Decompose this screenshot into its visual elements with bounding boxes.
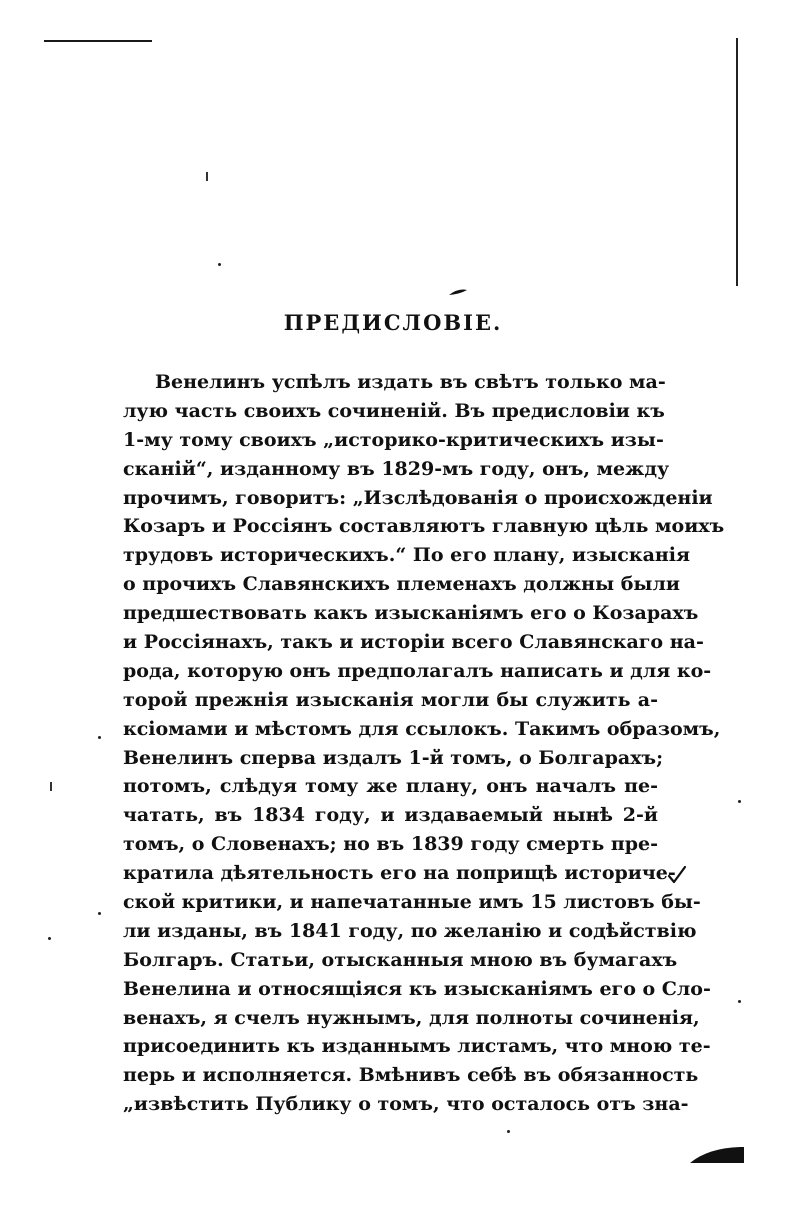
text-line: Венелинъ успѣлъ издать въ свѣтъ только ма- <box>155 371 666 393</box>
text-line: лую часть своихъ сочиненій. Въ предисловіи къ <box>123 399 665 422</box>
ink-speck <box>738 800 741 803</box>
page-edge-line <box>736 38 738 286</box>
text-line: 1-му тому своихъ „историко-критическихъ изы- <box>123 428 664 451</box>
ink-speck <box>48 937 51 940</box>
ink-speck <box>738 1000 741 1003</box>
text-line: ской критики, и напечатанные имъ 15 листовъ бы- <box>123 891 701 914</box>
text-line: ксіомами и мѣстомъ для ссылокъ. Такимъ образомъ, <box>123 717 721 740</box>
checkmark-icon <box>667 864 687 884</box>
text-line: кратила дѣятельность его на поприщѣ историче- <box>123 862 676 885</box>
preface-body <box>123 368 725 1119</box>
ink-speck <box>206 172 208 181</box>
text-line: рода, которую онъ предполагалъ написать и для ко- <box>123 659 712 682</box>
text-line: торой прежнія изысканія могли бы служить а- <box>123 688 658 711</box>
ink-swash-icon <box>448 287 468 297</box>
page-tab-mark-icon <box>690 1146 744 1166</box>
text-line: присоединить къ изданнымъ листамъ, что мною те- <box>123 1035 711 1058</box>
text-line: ли изданы, въ 1841 году, по желанію и содѣйствію <box>123 919 697 942</box>
text-line: предшествовать какъ изысканіямъ его о Козарахъ <box>123 602 699 625</box>
text-line: и Россіянахъ, такъ и исторіи всего Славянскаго на- <box>123 631 704 654</box>
text-line: прочимъ, говоритъ: „Изслѣдованія о происхожденіи <box>123 486 713 509</box>
text-line: венахъ, я счелъ нужнымъ, для полноты сочиненія, <box>123 1006 700 1029</box>
text-line: томъ, о Словенахъ; но въ 1839 году смерть пре- <box>123 833 659 856</box>
ink-speck <box>507 1130 510 1133</box>
text-line: потомъ, слѣдуя тому же плану, онъ началъ пе- <box>123 775 658 798</box>
ink-speck <box>218 263 221 266</box>
text-line: о прочихъ Славянскихъ племенахъ должны были <box>123 573 680 596</box>
text-line: Болгаръ. Статьи, отысканныя мною въ бумагахъ <box>123 948 678 971</box>
text-line: сканій“, изданному въ 1829-мъ году, онъ, между <box>123 457 670 480</box>
top-rule-line <box>44 40 152 42</box>
text-line: трудовъ историческихъ.“ По его плану, изысканія <box>123 544 691 567</box>
text-line: Козаръ и Россіянъ составляютъ главную цѣль моихъ <box>123 515 725 538</box>
page-heading: ПРЕДИСЛОВІЕ. <box>283 310 503 335</box>
ink-speck <box>50 782 52 791</box>
text-line: чатать, въ 1834 году, и издаваемый нынѣ 2-й <box>123 804 658 827</box>
text-line: Венелина и относящіяся къ изысканіямъ его о Сло- <box>123 977 711 1000</box>
ink-speck <box>98 912 101 915</box>
text-line: „извѣстить Публику о томъ, что осталось отъ зна- <box>123 1093 689 1116</box>
ink-speck <box>98 736 101 739</box>
text-line: перь и исполняется. Вмѣнивъ себѣ въ обязанность <box>123 1064 699 1087</box>
text-line: Венелинъ сперва издалъ 1-й томъ, о Болгарахъ; <box>123 746 664 769</box>
